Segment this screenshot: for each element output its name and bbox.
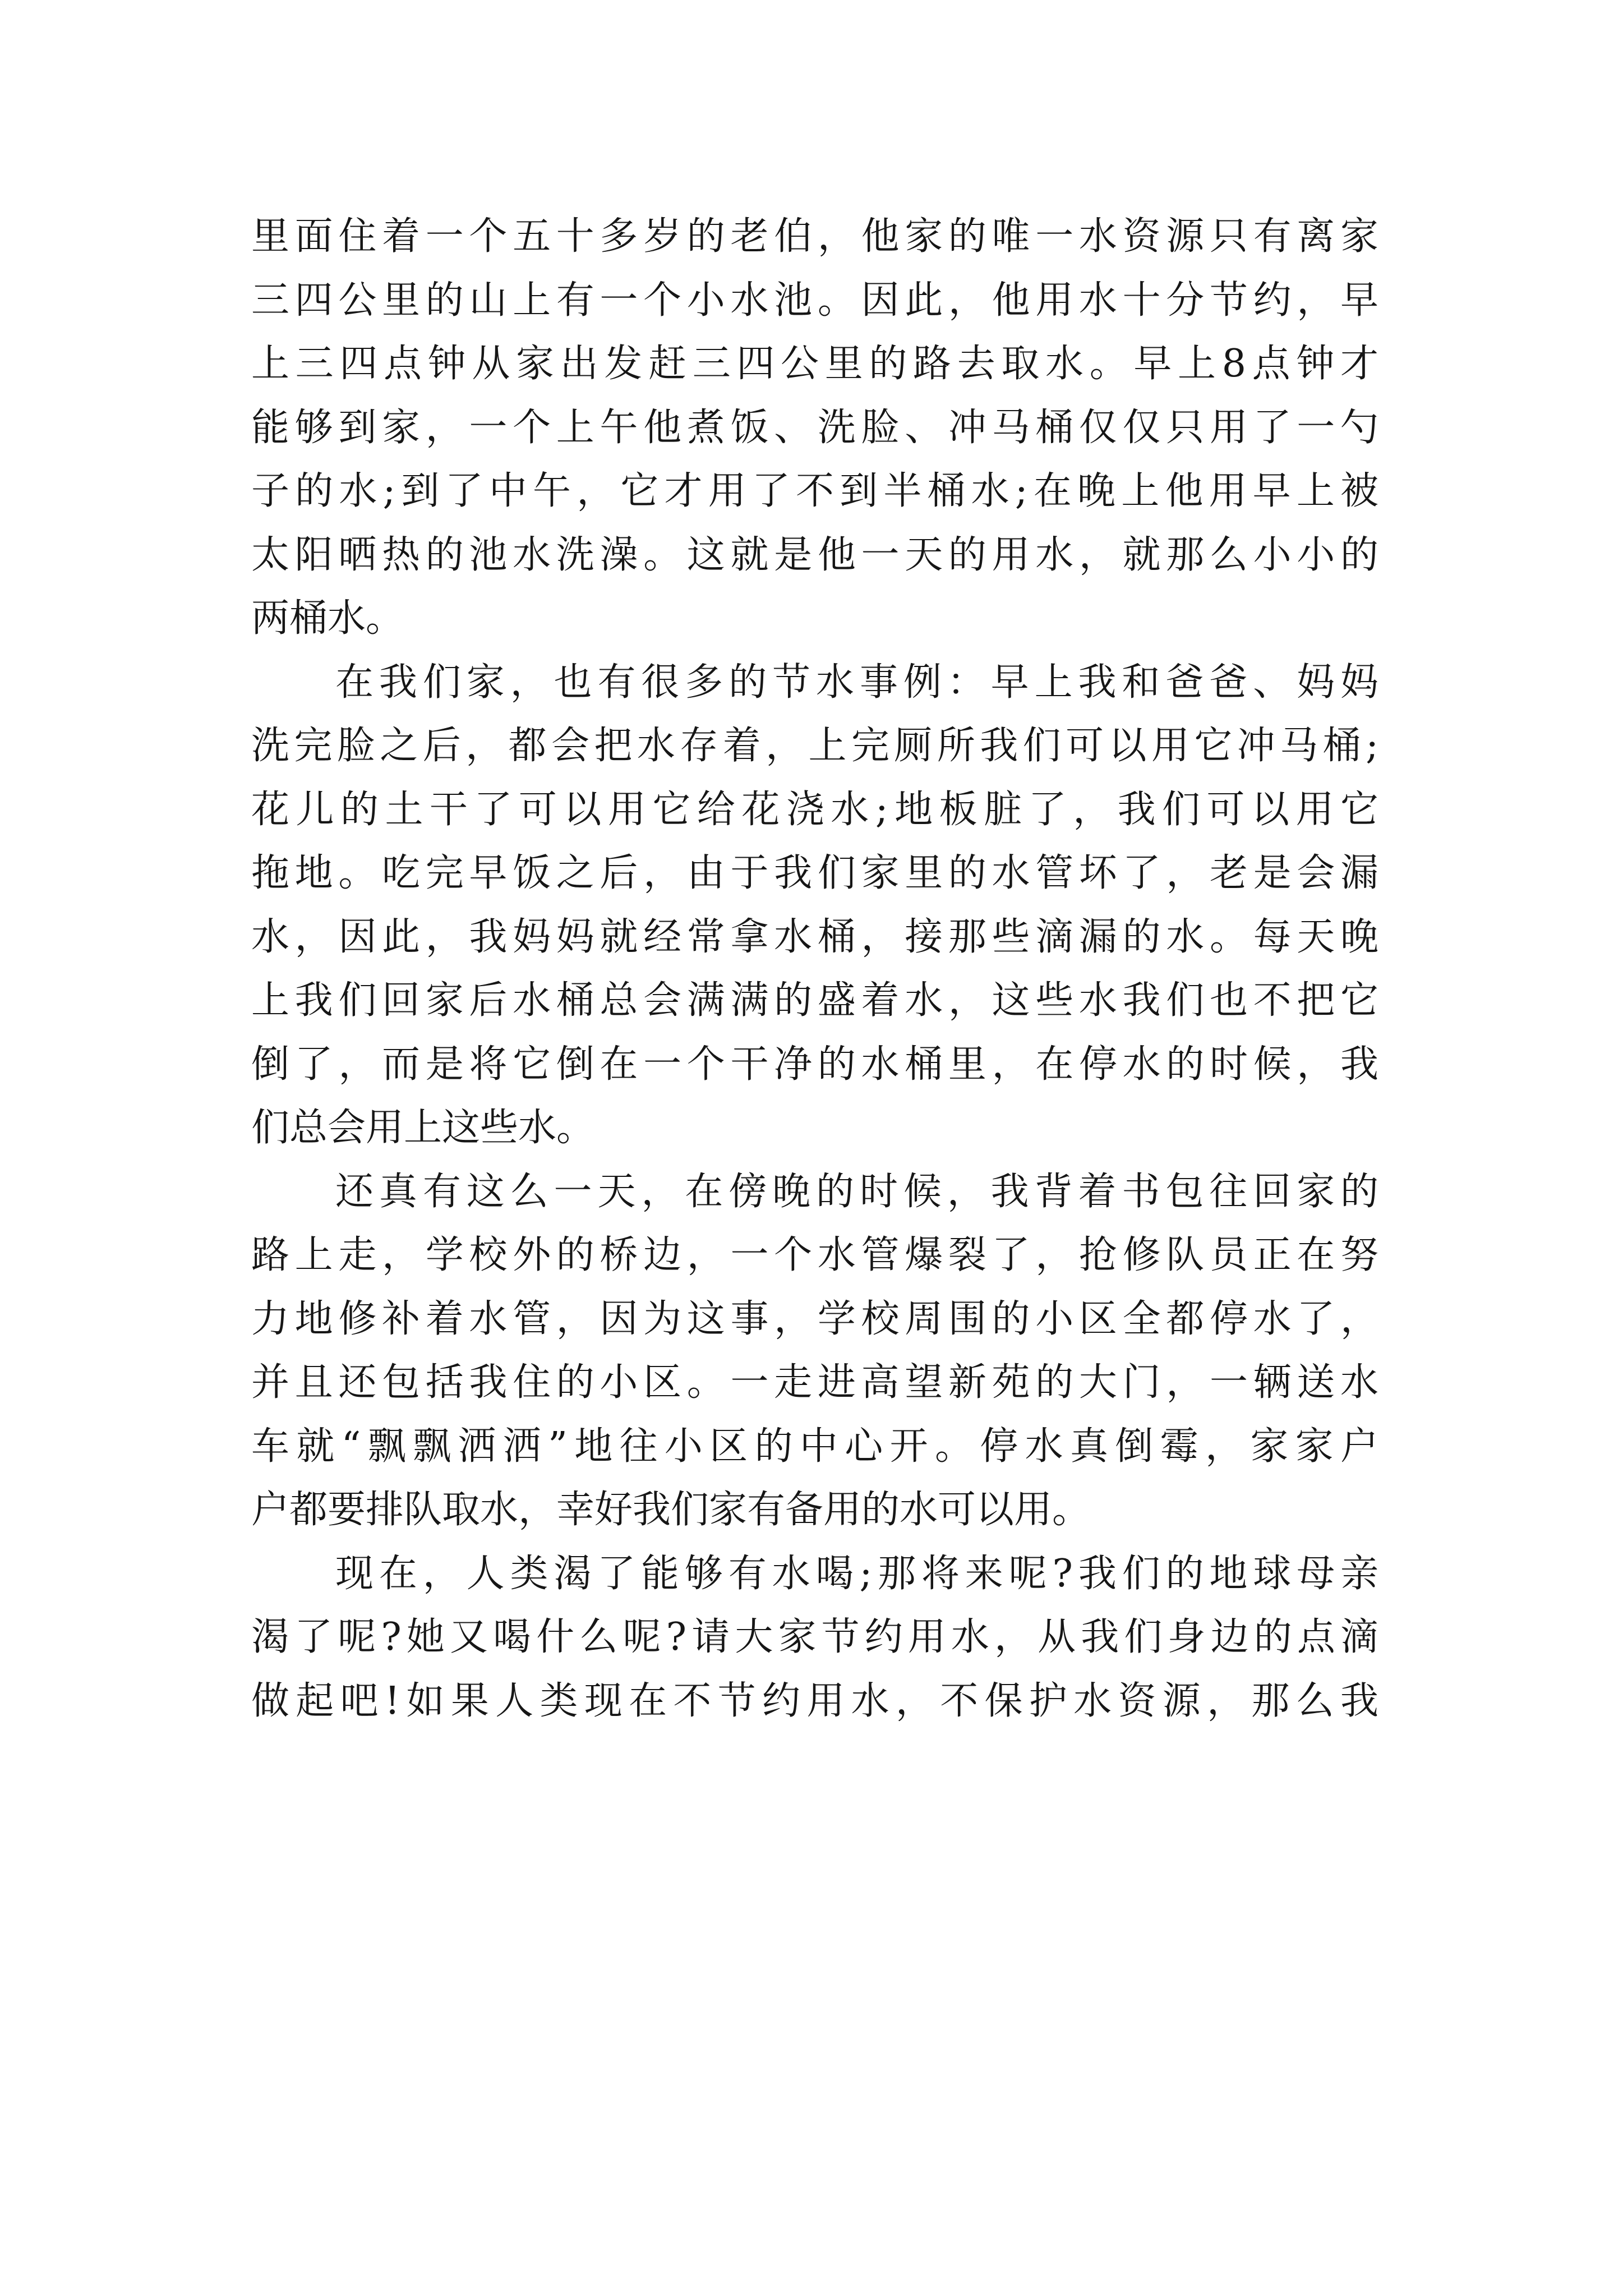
- text-line: 并且还包括我住的小区。一走进高望新苑的大门，一辆送水: [251, 1360, 1378, 1405]
- paragraph-4: [251, 1542, 1378, 1733]
- text-line: 太阳晒热的池水洗澡。这就是他一天的用水，就那么小小的: [251, 532, 1378, 577]
- text-line: 三四公里的山上有一个小水池。因此，他用水十分节约，早: [251, 278, 1378, 323]
- document-body: [251, 205, 1378, 1733]
- text-line: 子的水;到了中午，它才用了不到半桶水;在晚上他用早上被: [251, 469, 1378, 513]
- text-line: 上我们回家后水桶总会满满的盛着水，这些水我们也不把它: [251, 978, 1378, 1023]
- text-line: 能够到家，一个上午他煮饭、洗脸、冲马桶仅仅只用了一勺: [251, 405, 1378, 450]
- text-line: 现在，人类渴了能够有水喝;那将来呢?我们的地球母亲: [335, 1551, 1378, 1596]
- text-line: 两桶水。: [251, 596, 404, 641]
- text-line: 渴了呢?她又喝什么呢?请大家节约用水，从我们身边的点滴: [251, 1615, 1378, 1659]
- text-line: 里面住着一个五十多岁的老伯，他家的唯一水资源只有离家: [251, 214, 1378, 259]
- text-line: 们总会用上这些水。: [251, 1106, 595, 1150]
- text-line: 做起吧!如果人类现在不节约用水，不保护水资源，那么我: [251, 1678, 1378, 1723]
- text-line: 在我们家，也有很多的节水事例：早上我和爸爸、妈妈: [335, 660, 1378, 705]
- text-line: 上三四点钟从家出发赶三四公里的路去取水。早上8点钟才: [251, 342, 1378, 386]
- text-line: 拖地。吃完早饭之后，由于我们家里的水管坏了，老是会漏: [251, 851, 1378, 895]
- text-line: 水，因此，我妈妈就经常拿水桶，接那些滴漏的水。每天晚: [251, 914, 1378, 959]
- text-line: 倒了，而是将它倒在一个干净的水桶里，在停水的时候，我: [251, 1042, 1378, 1087]
- paragraph-3: [251, 1160, 1378, 1542]
- paragraph-1: [251, 205, 1378, 651]
- text-line: 户都要排队取水，幸好我们家有备用的水可以用。: [251, 1488, 1091, 1532]
- text-line: 车就“飘飘洒洒”地往小区的中心开。停水真倒霉，家家户: [251, 1424, 1378, 1469]
- text-line: 花儿的土干了可以用它给花浇水;地板脏了，我们可以用它: [251, 787, 1378, 832]
- text-line: 力地修补着水管，因为这事，学校周围的小区全都停水了，: [251, 1296, 1378, 1341]
- paragraph-2: [251, 651, 1378, 1160]
- text-line: 还真有这么一天，在傍晚的时候，我背着书包往回家的: [335, 1169, 1378, 1214]
- text-line: 路上走，学校外的桥边，一个水管爆裂了，抢修队员正在努: [251, 1233, 1378, 1277]
- text-line: 洗完脸之后，都会把水存着，上完厕所我们可以用它冲马桶;: [251, 724, 1378, 768]
